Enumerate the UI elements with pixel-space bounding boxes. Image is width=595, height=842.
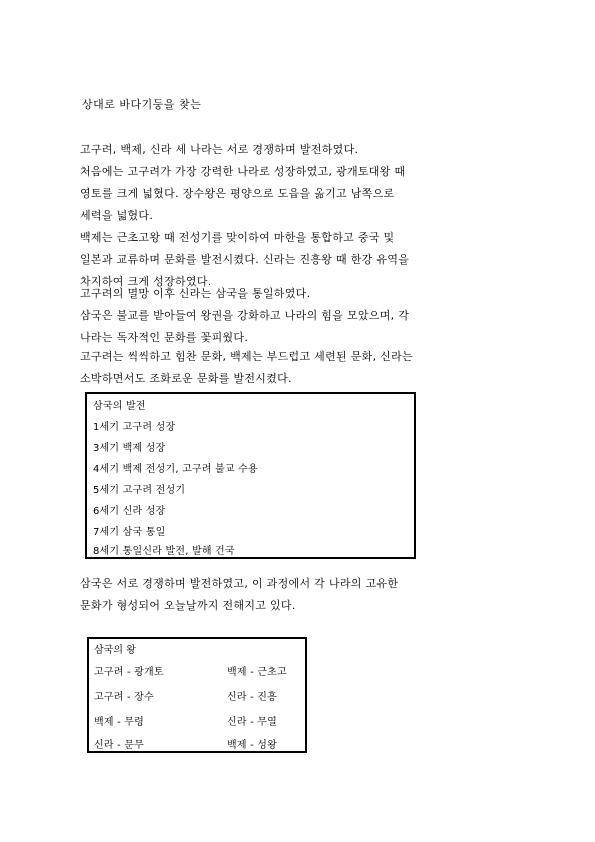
- kings-cell: 신라 - 무열: [227, 717, 278, 728]
- paragraph-line: 삼국은 서로 경쟁하며 발전하였고, 이 과정에서 각 나라의 고유한: [80, 577, 399, 590]
- paragraph-line: 삼국은 불교를 받아들여 왕권을 강화하고 나라의 힘을 모았으며, 각: [80, 309, 410, 322]
- kings-cell: 백제 - 무령: [94, 717, 145, 728]
- paragraph-5: [80, 346, 520, 390]
- timeline-item: 8세기 통일신라 발전, 발해 건국: [93, 546, 235, 557]
- timeline-item: 6세기 신라 성장: [93, 506, 166, 517]
- paragraph-line: 고구려, 백제, 신라 세 나라는 서로 경쟁하며 발전하였다.: [80, 143, 359, 156]
- kings-cell: 신라 - 진흥: [227, 692, 278, 703]
- timeline-item: 7세기 삼국 통일: [93, 527, 166, 538]
- paragraph-line: 나라는 독자적인 문화를 꽃피웠다.: [80, 331, 249, 344]
- paragraph-3: [80, 283, 520, 305]
- paragraph-line: 차지하여 크게 성장하였다.: [80, 275, 212, 288]
- paragraph-line: 고구려는 씩씩하고 힘찬 문화, 백제는 부드럽고 세련된 문화, 신라는: [80, 350, 413, 363]
- paragraph-line: 백제는 근초고왕 때 전성기를 맞이하여 마한을 통합하고 중국 및: [80, 231, 395, 244]
- timeline-box: [85, 392, 416, 559]
- paragraph-1: [80, 139, 520, 227]
- timeline-item: 1세기 고구려 성장: [93, 422, 176, 433]
- paragraph-line: 일본과 교류하며 문화를 발전시켰다. 신라는 진흥왕 때 한강 유역을: [80, 253, 410, 266]
- paragraph-line: 처음에는 고구려가 가장 강력한 나라로 성장하였고, 광개토대왕 때: [80, 165, 406, 178]
- kings-box: [87, 637, 307, 753]
- kings-cell: 고구려 - 장수: [94, 692, 154, 703]
- kings-cell: 백제 - 성왕: [227, 740, 278, 751]
- timeline-item: 5세기 고구려 전성기: [93, 485, 186, 496]
- paragraph-4: [80, 305, 520, 349]
- paragraph-line: 소박하면서도 조화로운 문화를 발전시켰다.: [80, 372, 292, 385]
- paragraph-6: [80, 573, 520, 617]
- timeline-box-title: 삼국의 발전: [93, 401, 146, 412]
- document-heading: 상대로 바다기둥을 찾는: [82, 98, 202, 111]
- kings-cell: 백제 - 근초고: [227, 667, 287, 678]
- timeline-item: 4세기 백제 전성기, 고구려 불교 수용: [93, 464, 258, 475]
- paragraph-line: 문화가 형성되어 오늘날까지 전해지고 있다.: [80, 599, 296, 612]
- kings-cell: 고구려 - 광개토: [94, 667, 164, 678]
- paragraph-line: 세력을 넓혔다.: [80, 209, 154, 222]
- paragraph-line: 영토를 크게 넓혔다. 장수왕은 평양으로 도읍을 옮기고 남쪽으로: [80, 187, 395, 200]
- timeline-item: 3세기 백제 성장: [93, 443, 166, 454]
- paragraph-line: 고구려의 멸망 이후 신라는 삼국을 통일하였다.: [80, 287, 311, 300]
- kings-cell: 신라 - 문무: [94, 740, 145, 751]
- kings-box-caption: 삼국의 왕: [94, 645, 136, 656]
